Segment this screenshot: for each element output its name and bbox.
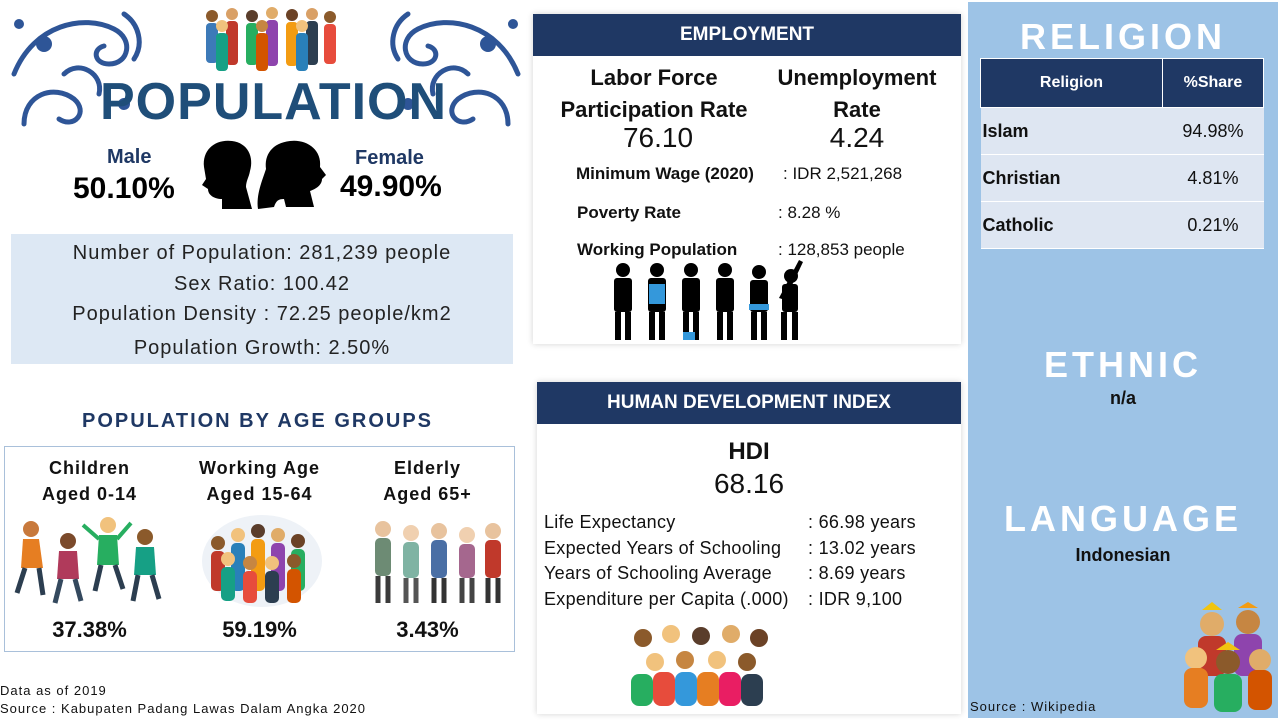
- expected-schooling-value: : 13.02 years: [808, 538, 916, 558]
- table-row: [981, 155, 1264, 202]
- column-header-share: %Share: [1162, 59, 1263, 108]
- male-label: Male: [107, 146, 152, 168]
- life-expectancy-value: : 66.98 years: [808, 512, 916, 532]
- male-head-icon: [202, 141, 252, 209]
- age-group-range: Aged 65+: [383, 484, 472, 504]
- religion-table: [980, 58, 1264, 249]
- lfpr-label-line2: Participation Rate: [560, 97, 748, 122]
- schooling-average-label: Years of Schooling Average: [544, 563, 772, 583]
- female-head-icon: [258, 141, 326, 209]
- female-label: Female: [355, 147, 424, 169]
- page-title: POPULATION: [100, 73, 448, 131]
- lfpr-label-line1: Labor Force: [590, 65, 718, 90]
- table-row: [981, 202, 1264, 249]
- population-growth: Population Growth: 2.50%: [133, 337, 391, 359]
- language-value: Indonesian: [1075, 545, 1171, 565]
- expenditure-value: : IDR 9,100: [808, 589, 903, 609]
- working-population-label: Working Population: [577, 240, 738, 259]
- religion-share: 94.98%: [1162, 108, 1263, 155]
- people-icon: [629, 624, 775, 706]
- population-density: Population Density : 72.25 people/km2: [72, 303, 452, 325]
- age-group-children: [7, 455, 172, 507]
- female-percentage: 49.90%: [340, 170, 442, 203]
- ethnic-value: n/a: [1109, 388, 1136, 408]
- hdi-label: HDI: [728, 438, 770, 465]
- age-groups-title: POPULATION BY AGE GROUPS: [82, 410, 433, 432]
- age-group-pct: 37.38%: [52, 617, 127, 642]
- lfpr-label: [551, 62, 757, 126]
- expected-schooling-label: Expected Years of Schooling: [544, 538, 782, 558]
- language-title: LANGUAGE: [1004, 498, 1242, 539]
- age-group-range: Aged 15-64: [206, 484, 313, 504]
- hdi-card: [537, 382, 961, 714]
- hdi-value: 68.16: [713, 468, 785, 499]
- population-count: Number of Population: 281,239 people: [72, 242, 452, 264]
- age-group-pct: 59.19%: [222, 617, 297, 642]
- life-expectancy-label: Life Expectancy: [544, 512, 676, 532]
- religion-name: Christian: [981, 155, 1163, 202]
- age-group-pct: 3.43%: [396, 617, 459, 642]
- expenditure-label: Expenditure per Capita (.000): [544, 589, 789, 609]
- unemployment-label: [765, 62, 949, 126]
- traditional-people-icon: [1182, 602, 1274, 714]
- ethnic-title: ETHNIC: [1044, 344, 1202, 385]
- children-icon: [13, 513, 168, 608]
- age-group-name: Children: [48, 458, 130, 478]
- table-row: [981, 108, 1264, 155]
- religion-title: RELIGION: [1019, 16, 1226, 57]
- workers-icon: [200, 513, 325, 608]
- source-note: Source : Kabupaten Padang Lawas Dalam Angka 2020: [0, 701, 367, 716]
- population-stats-box: [11, 234, 513, 364]
- unemployment-label-line2: Rate: [833, 97, 881, 122]
- working-population-value: : 128,853 people: [778, 240, 905, 259]
- right-source-note: Source : Wikipedia: [970, 699, 1097, 714]
- religion-share: 4.81%: [1162, 155, 1263, 202]
- age-group-working: [177, 455, 342, 507]
- minimum-wage-value: : IDR 2,521,268: [783, 164, 903, 183]
- unemployment-value: 4.24: [829, 122, 885, 153]
- age-groups-box: [4, 446, 515, 652]
- poverty-rate-value: : 8.28 %: [778, 203, 841, 222]
- age-group-name: Working Age: [198, 458, 320, 478]
- minimum-wage-label: Minimum Wage (2020): [576, 164, 754, 183]
- column-header-religion: Religion: [981, 59, 1163, 108]
- hdi-header: HUMAN DEVELOPMENT INDEX: [537, 382, 961, 424]
- schooling-average-value: : 8.69 years: [808, 563, 906, 583]
- age-group-name: Elderly: [393, 458, 462, 478]
- crowd-icon: [200, 4, 340, 74]
- age-group-elderly: [345, 455, 510, 507]
- poverty-rate-label: Poverty Rate: [577, 203, 681, 222]
- sex-ratio: Sex Ratio: 100.42: [174, 273, 350, 295]
- lfpr-value: 76.10: [622, 122, 694, 153]
- religion-share: 0.21%: [1162, 202, 1263, 249]
- religion-name: Catholic: [981, 202, 1163, 249]
- right-sidebar: [968, 2, 1278, 718]
- age-group-range: Aged 0-14: [41, 484, 138, 504]
- male-percentage: 50.10%: [73, 172, 175, 205]
- table-header-row: [981, 59, 1264, 108]
- professions-icon: [609, 258, 809, 342]
- employment-header: EMPLOYMENT: [533, 14, 961, 56]
- employment-card: [533, 14, 961, 344]
- data-date-note: Data as of 2019: [0, 683, 107, 698]
- unemployment-label-line1: Unemployment: [777, 65, 937, 90]
- elderly-icon: [365, 513, 510, 608]
- religion-name: Islam: [981, 108, 1163, 155]
- male-female-heads-icon: [194, 137, 330, 213]
